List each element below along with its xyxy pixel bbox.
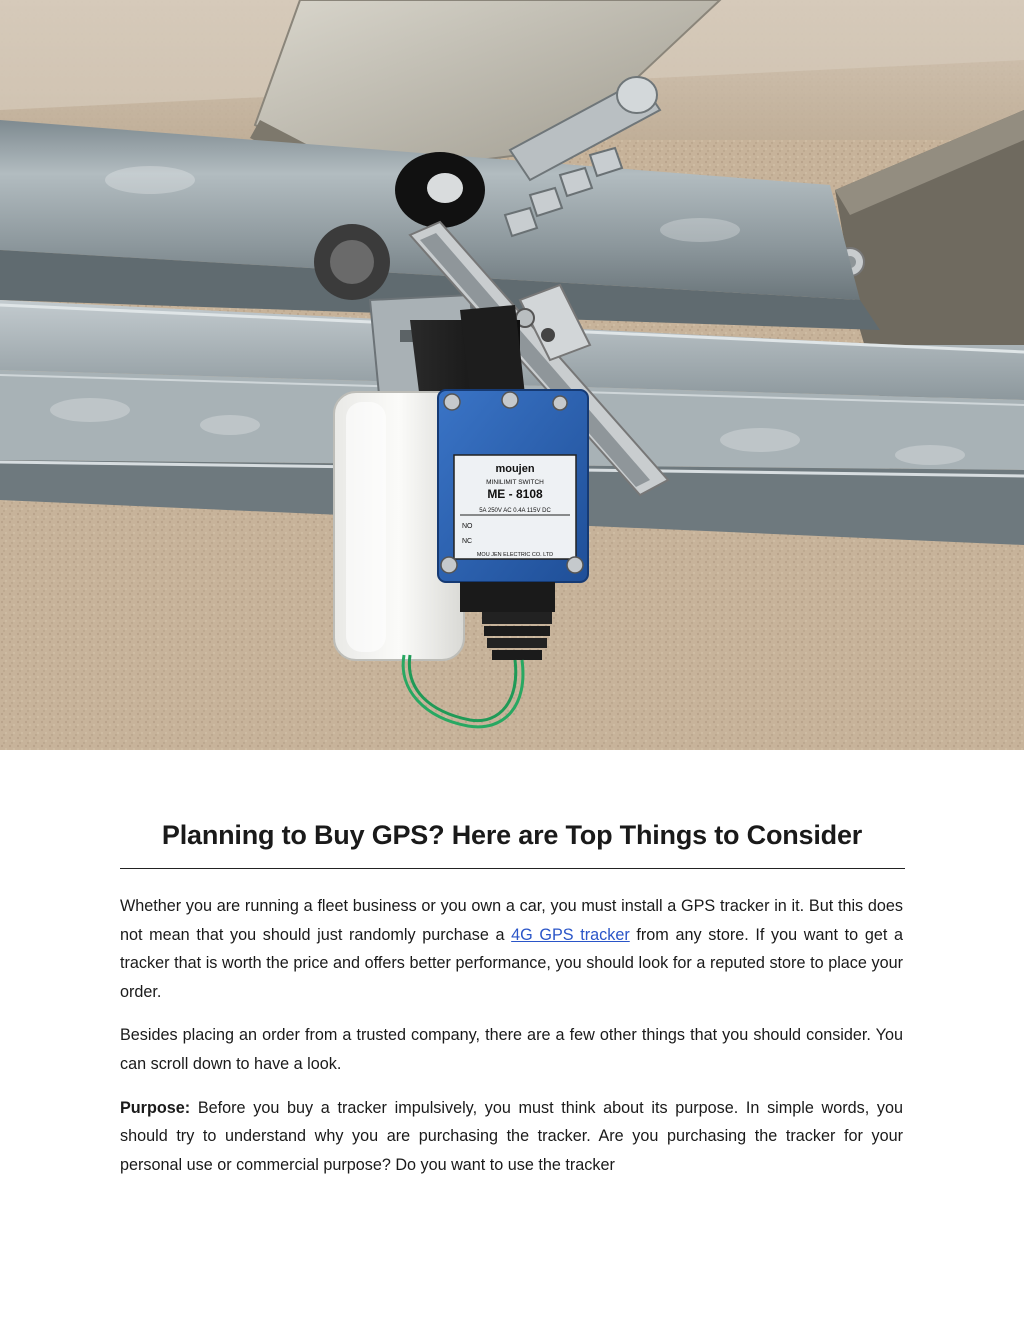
title-underline — [120, 868, 905, 869]
svg-text:MOU JEN ELECTRIC CO. LTD: MOU JEN ELECTRIC CO. LTD — [476, 552, 554, 558]
svg-text:NC: NC — [462, 538, 473, 545]
svg-text:NO: NO — [462, 523, 473, 530]
paragraph-trusted-company: Besides placing an order from a trusted company, there are a few other things that you should consider. You can scroll down to have a look. — [120, 1026, 903, 1073]
purpose-label: Purpose: — [120, 1098, 191, 1117]
intro-text-start: Whether you are running a fleet business or you own a car, you must install a GPS tracker in it. But this does not mean that you should just randomly purchase a — [120, 897, 903, 944]
paragraph-intro — [120, 892, 903, 1006]
svg-text:moujen: moujen — [495, 463, 535, 475]
svg-text:MINILIMIT SWITCH: MINILIMIT SWITCH — [486, 479, 544, 486]
purpose-text: Before you buy a tracker impulsively, you must think about its purpose. In simple words, you should try to understand why you are purchasing the tracker. Are you purchasing the tracker for your personal use or commercial purpose? Do you want to use the tracker — [120, 1098, 903, 1174]
svg-text:ME - 8108: ME - 8108 — [487, 487, 543, 501]
gps-tracker-link[interactable]: 4G GPS tracker — [511, 925, 630, 944]
article-body — [120, 892, 903, 1194]
intro-text-end: from any store. If you want to get a tracker that is worth the price and offers better performance, you should look for a reputed store to place your order. — [120, 925, 903, 1001]
svg-text:5A 250V AC 0.4A 115V DC: 5A 250V AC 0.4A 115V DC — [479, 508, 551, 514]
article-title: Planning to Buy GPS? Here are Top Things to Consider — [161, 820, 863, 850]
paragraph-purpose — [120, 1094, 903, 1180]
